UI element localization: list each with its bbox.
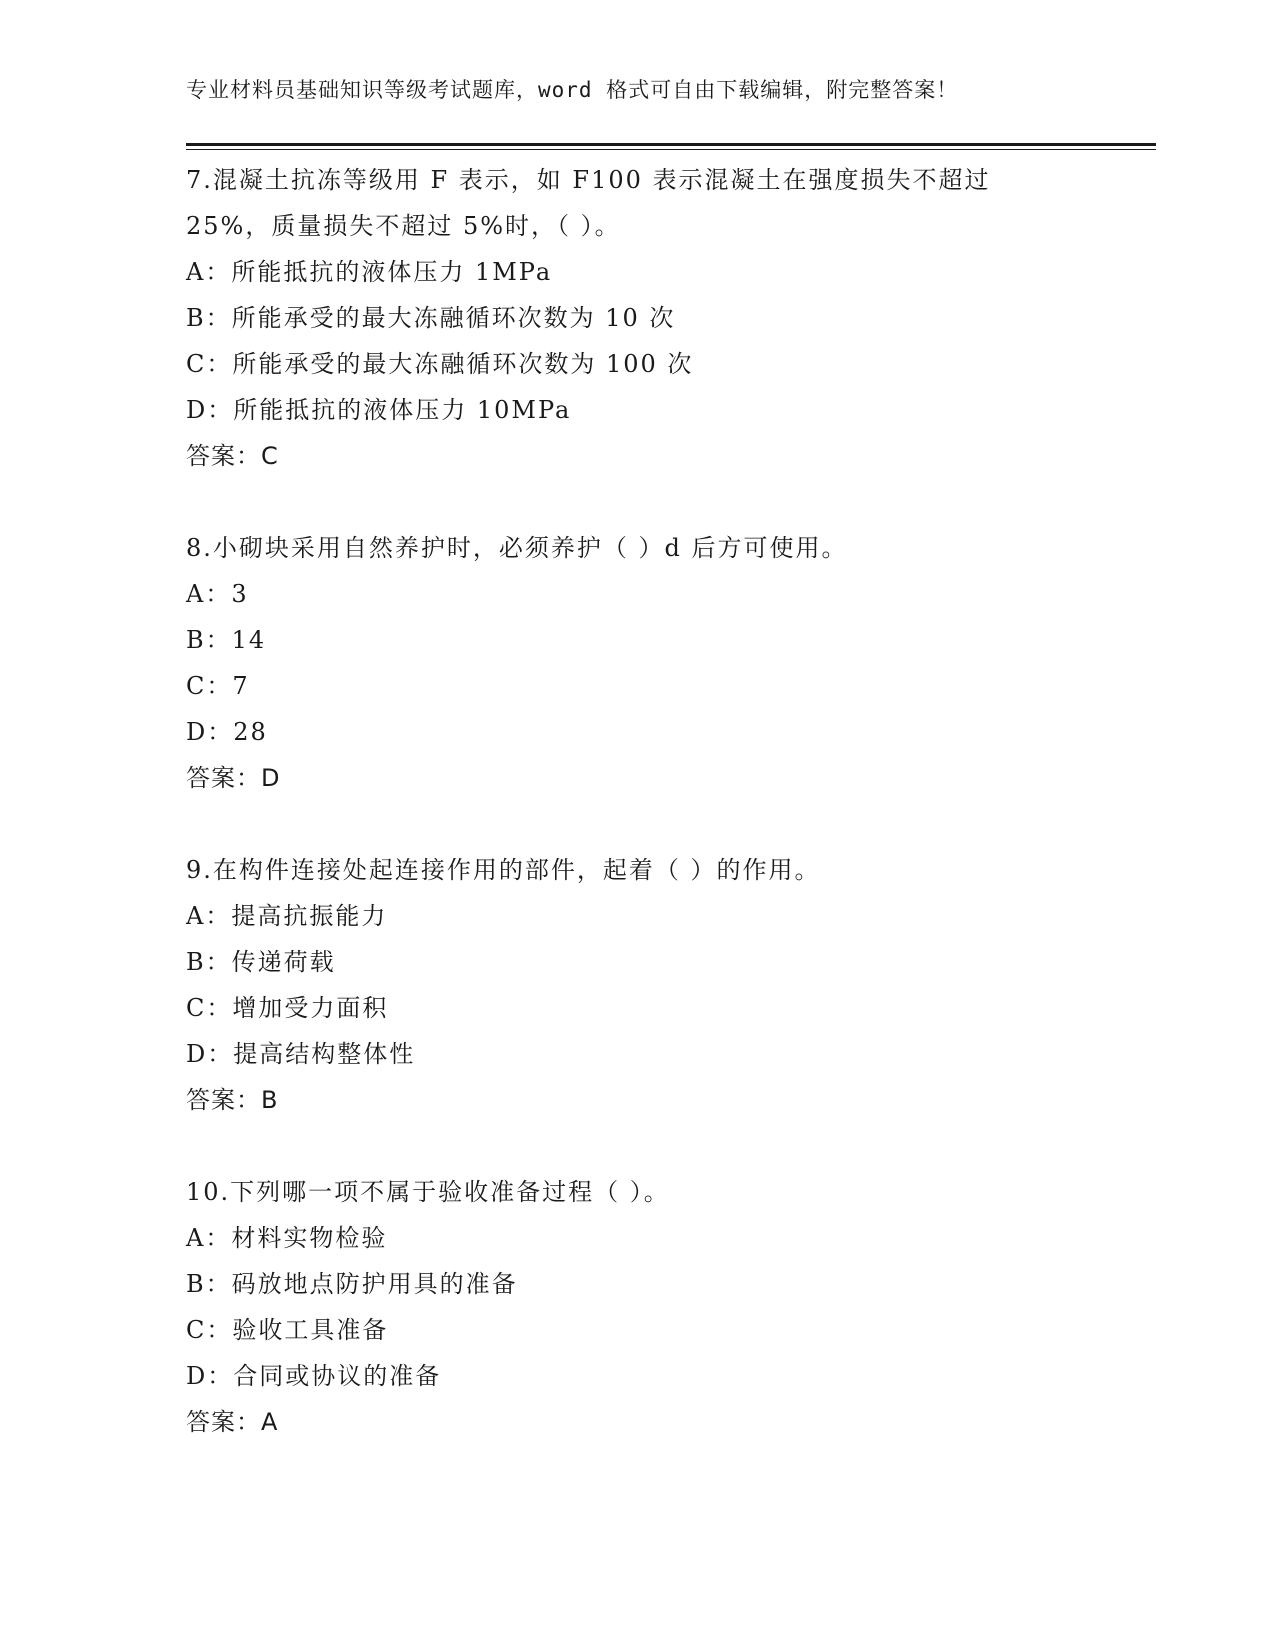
option-d: D：所能抵抗的液体压力 10MPa [186, 396, 572, 424]
question-8 [186, 525, 1146, 801]
option-b: B：码放地点防护用具的准备 [186, 1270, 518, 1298]
page-header: 专业材料员基础知识等级考试题库，word 格式可自由下载编辑，附完整答案！ [186, 78, 959, 102]
answer: 答案：C [186, 442, 279, 470]
question-stem: 25%，质量损失不超过 5%时，（ ）。 [186, 212, 621, 240]
question-10 [186, 1169, 1146, 1445]
header-divider-thick [186, 143, 1156, 146]
option-c: C：7 [186, 672, 250, 700]
question-list [186, 157, 1146, 1491]
option-a: A：提高抗振能力 [186, 902, 388, 930]
answer: 答案：D [186, 764, 281, 792]
option-d: D：28 [186, 718, 268, 746]
option-a: A：材料实物检验 [186, 1224, 388, 1252]
option-c: C：验收工具准备 [186, 1316, 389, 1344]
option-a: A：所能抵抗的液体压力 1MPa [186, 258, 553, 286]
answer: 答案：A [186, 1408, 279, 1436]
option-b: B：所能承受的最大冻融循环次数为 10 次 [186, 304, 676, 332]
option-b: B：14 [186, 626, 267, 654]
option-c: C：增加受力面积 [186, 994, 389, 1022]
option-d: D：合同或协议的准备 [186, 1362, 442, 1390]
option-a: A：3 [186, 580, 249, 608]
question-7 [186, 157, 1146, 479]
question-stem: 10.下列哪一项不属于验收准备过程（ ）。 [186, 1178, 670, 1206]
option-c: C：所能承受的最大冻融循环次数为 100 次 [186, 350, 694, 378]
question-stem: 9.在构件连接处起连接作用的部件，起着（ ）的作用。 [186, 856, 821, 884]
question-stem: 8.小砌块采用自然养护时，必须养护（ ）d 后方可使用。 [186, 534, 848, 562]
header-divider-thin [186, 149, 1156, 150]
answer: 答案：B [186, 1086, 279, 1114]
option-d: D：提高结构整体性 [186, 1040, 416, 1068]
question-9 [186, 847, 1146, 1123]
question-stem: 7.混凝土抗冻等级用 F 表示，如 F100 表示混凝土在强度损失不超过 [186, 166, 991, 194]
option-b: B：传递荷载 [186, 948, 336, 976]
